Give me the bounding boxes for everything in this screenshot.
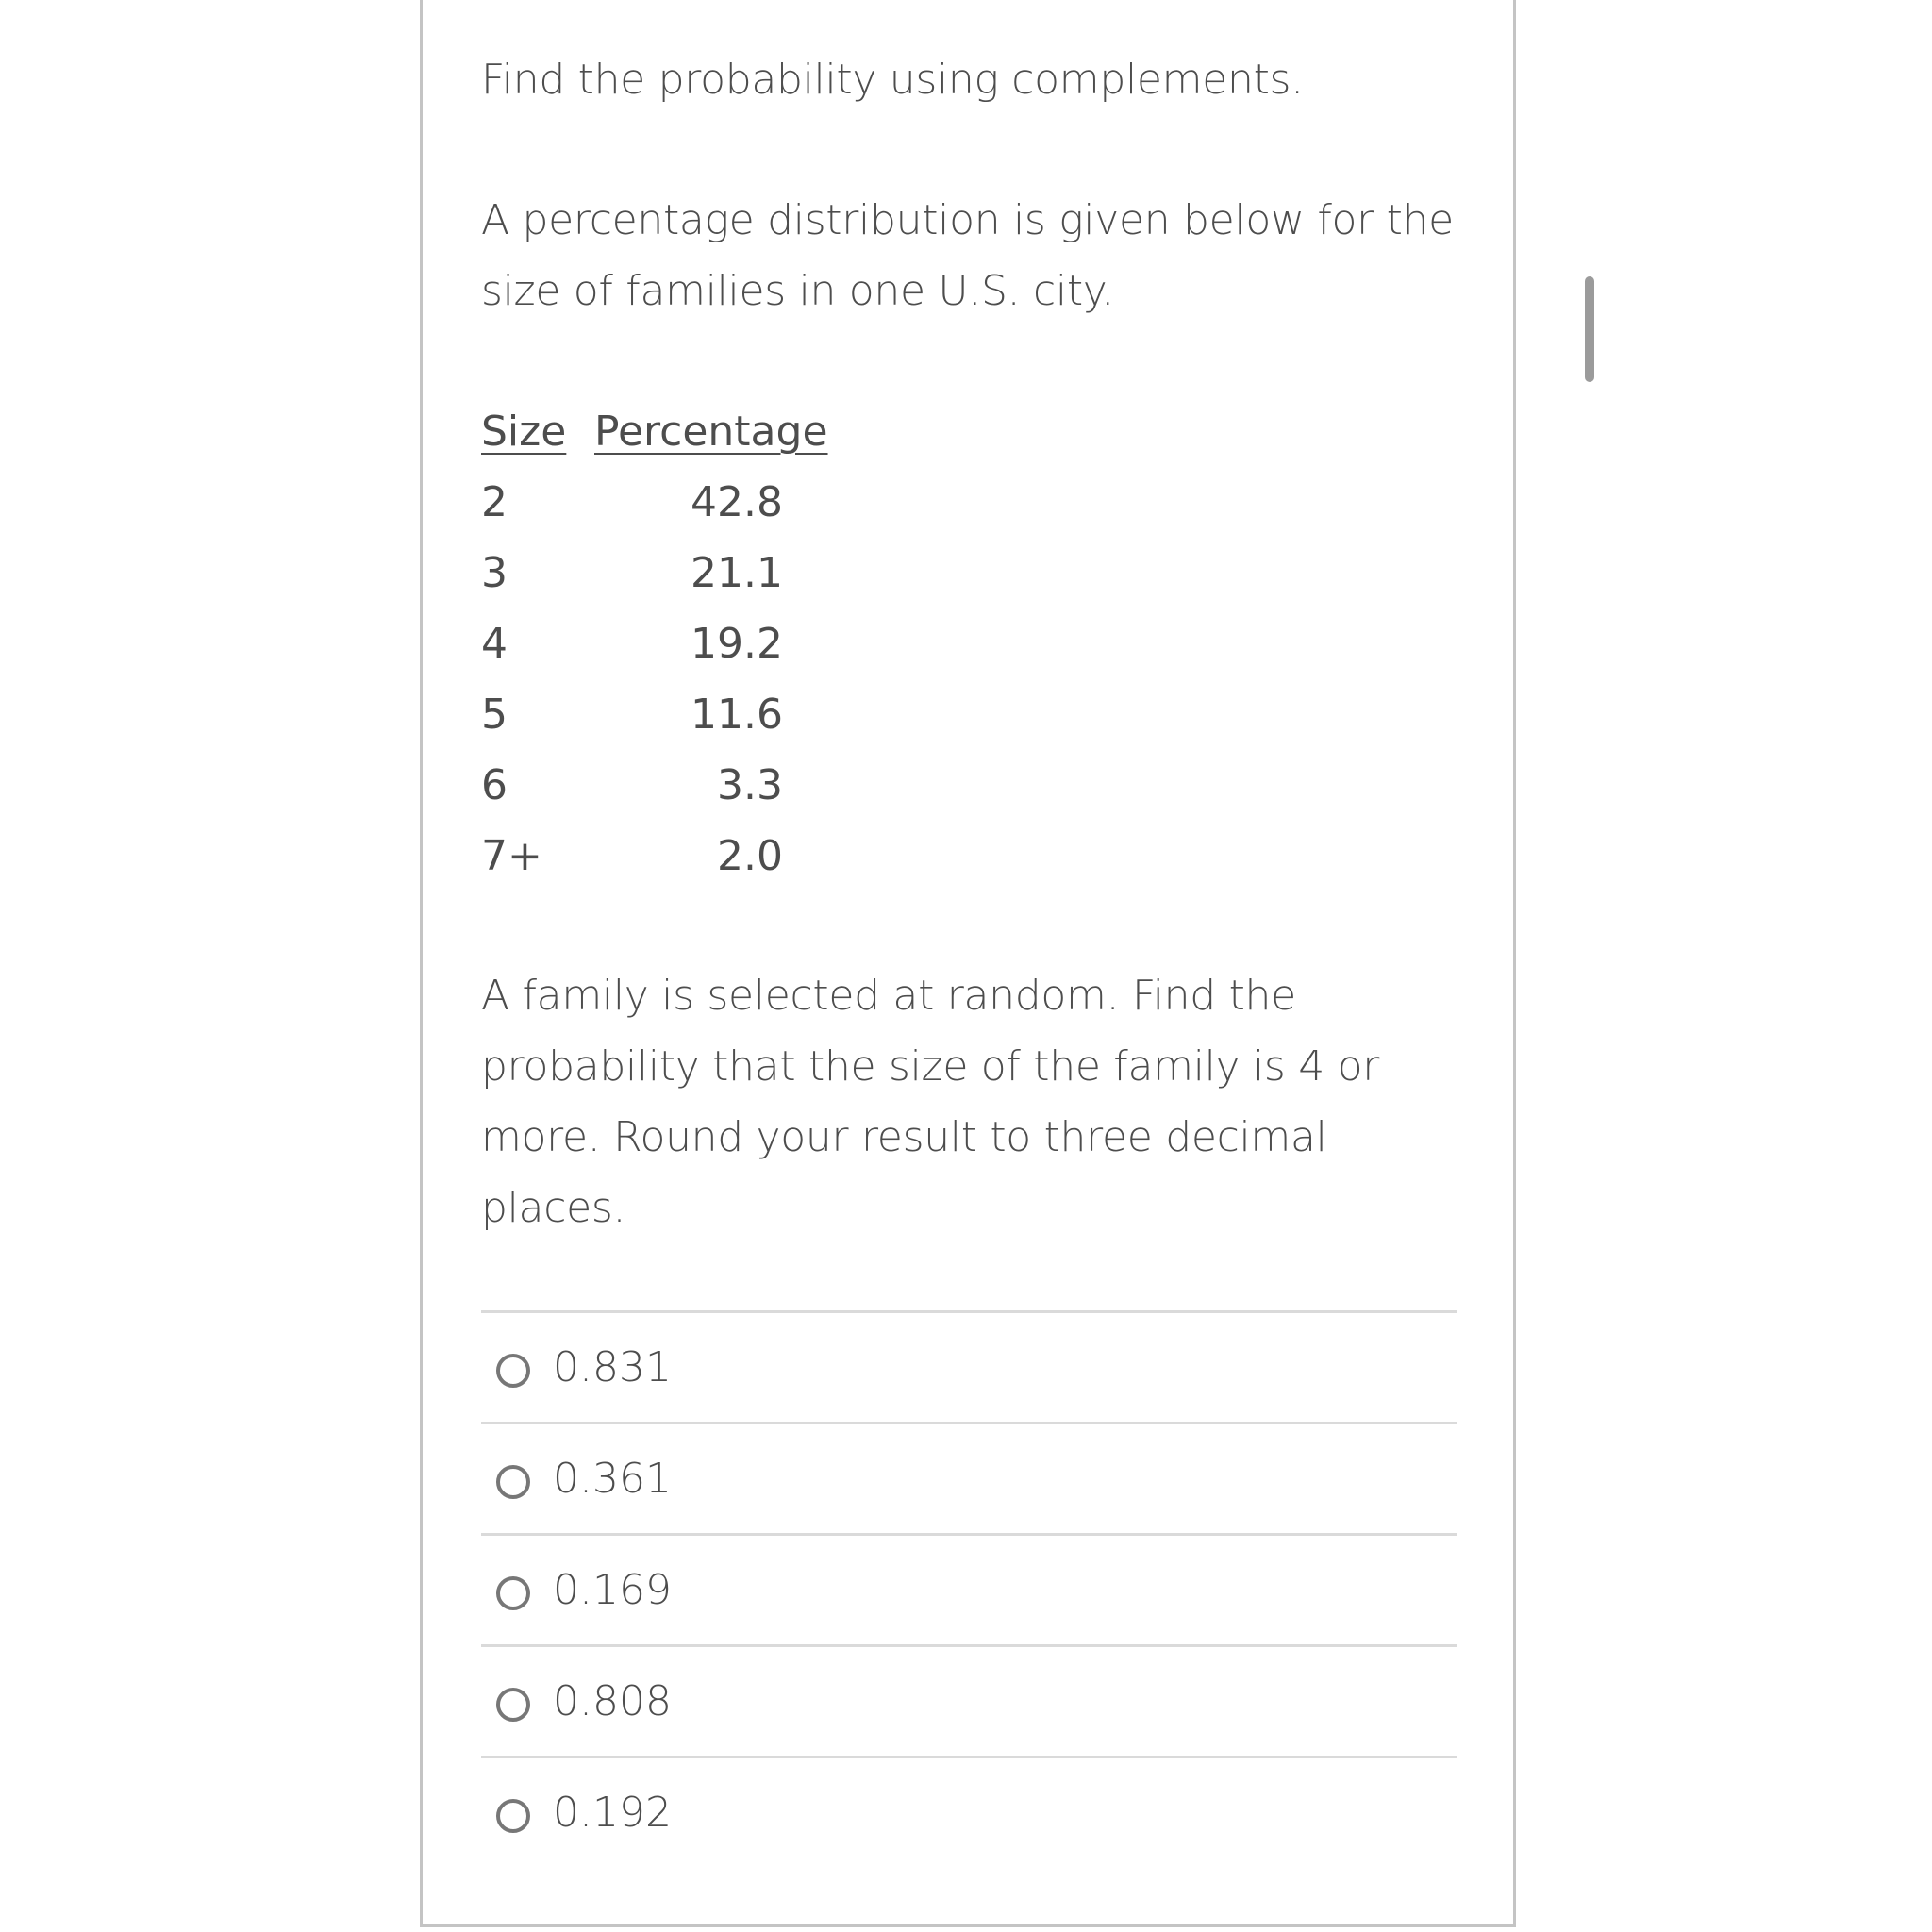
cell-percentage: 11.6 xyxy=(691,691,783,739)
distribution-table xyxy=(481,396,828,891)
answer-option-label: 0.169 xyxy=(553,1566,672,1614)
answer-option-5[interactable] xyxy=(481,1756,1457,1867)
answer-options xyxy=(481,1310,1457,1867)
table-row xyxy=(481,679,828,750)
cell-size: 2 xyxy=(481,478,508,526)
header-size: Size xyxy=(481,408,567,456)
answer-option-label: 0.361 xyxy=(553,1455,672,1503)
radio-button-icon[interactable] xyxy=(496,1799,530,1833)
header-percentage: Percentage xyxy=(594,408,828,456)
answer-option-3[interactable] xyxy=(481,1533,1457,1644)
cell-size: 3 xyxy=(481,549,508,597)
cell-size: 5 xyxy=(481,691,508,739)
radio-button-icon[interactable] xyxy=(496,1688,530,1722)
cell-percentage: 19.2 xyxy=(691,620,783,668)
answer-option-1[interactable] xyxy=(481,1310,1457,1422)
radio-button-icon[interactable] xyxy=(496,1576,530,1610)
cell-percentage: 42.8 xyxy=(691,478,783,526)
table-row xyxy=(481,608,828,679)
question-title: Find the probability using complements. xyxy=(481,56,1304,104)
answer-option-label: 0.808 xyxy=(553,1677,672,1725)
question-intro: A percentage distribution is given below for the size of families in one U.S. city. xyxy=(481,196,1454,315)
cell-percentage: 21.1 xyxy=(691,549,783,597)
cell-percentage: 2.0 xyxy=(717,832,783,880)
cell-size: 7+ xyxy=(481,832,542,880)
table-row xyxy=(481,750,828,821)
table-row xyxy=(481,467,828,538)
scroll-indicator[interactable] xyxy=(1585,276,1594,382)
radio-button-icon[interactable] xyxy=(496,1354,530,1388)
table-row xyxy=(481,538,828,608)
cell-percentage: 3.3 xyxy=(717,761,783,809)
cell-size: 6 xyxy=(481,761,508,809)
table-row xyxy=(481,821,828,891)
cell-size: 4 xyxy=(481,620,508,668)
table-header xyxy=(481,396,828,467)
question-prompt: A family is selected at random. Find the probability that the size of the family is 4 or more. Round your result to three decimal places. xyxy=(481,972,1379,1232)
answer-option-2[interactable] xyxy=(481,1422,1457,1533)
answer-option-label: 0.831 xyxy=(553,1343,672,1391)
answer-option-4[interactable] xyxy=(481,1644,1457,1756)
radio-button-icon[interactable] xyxy=(496,1465,530,1499)
answer-option-label: 0.192 xyxy=(553,1789,672,1837)
